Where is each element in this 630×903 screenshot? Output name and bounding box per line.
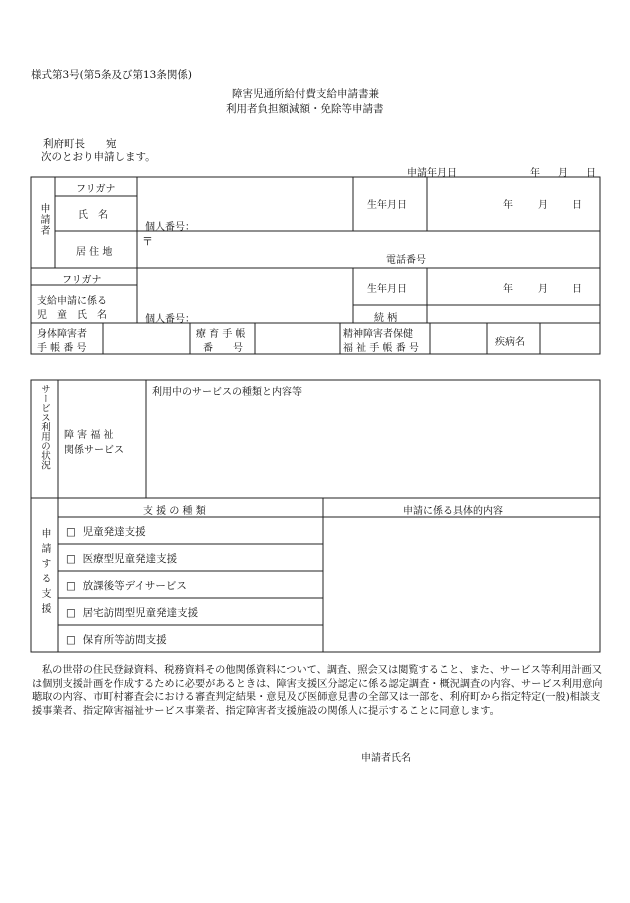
form-title-line1: 障害児通所給付費支給申請書兼 [232,88,379,100]
checkbox-icon[interactable]: □ [66,634,76,646]
option-after-school-day-service[interactable] [66,578,187,593]
option-home-visit-development[interactable] [66,605,198,620]
detail-content-field[interactable] [324,518,599,651]
checkbox-icon[interactable]: □ [66,580,76,592]
child-birth-label: 生年月日 [367,284,407,295]
applicant-furigana-field[interactable] [138,178,352,195]
applicant-furigana-label: フリガナ [76,184,116,195]
signature-field[interactable] [420,746,600,762]
option-label: 児童発達支援 [82,526,146,538]
form-title-line2: 利用者負担額減額・免除等申請書 [226,103,384,115]
child-name-field[interactable] [138,287,352,307]
physical-handbook-label-line1: 身体障害者 [37,329,87,340]
application-date-year-field[interactable] [470,162,526,176]
option-label: 居宅訪問型児童発達支援 [82,607,199,619]
applicant-section-label: 申請者 [38,203,49,236]
applicant-birth-year: 年 [503,200,513,211]
date-month-label: 月 [558,168,568,179]
checkbox-icon[interactable]: □ [66,553,76,565]
welfare-services-label-line2: 関係サービス [64,445,124,456]
child-personal-number-label: 個人番号： [145,314,195,325]
date-day-label: 日 [586,168,596,179]
request-text: 次のとおり申請します。 [41,151,156,163]
applicant-name-field[interactable] [138,197,352,217]
disease-name-label: 疾病名 [495,337,525,348]
postal-mark: 〒 [142,235,153,248]
option-label: 医療型児童発達支援 [82,553,178,565]
child-name-label-line1: 支給申請に係る [37,296,107,307]
addressee: 利府町長 宛 [43,138,117,150]
rehab-handbook-label-line2: 番 号 [203,343,243,354]
rehab-handbook-label-line1: 療 育 手 帳 [196,329,246,340]
checkbox-icon[interactable]: □ [66,607,76,619]
child-relation-label: 続 柄 [374,313,398,324]
applicant-birth-day: 日 [572,200,582,211]
service-usage-section-label: サービス利用の状況 [39,384,50,470]
current-services-field[interactable] [147,396,599,497]
welfare-services-label-line1: 障 害 福 祉 [64,430,114,441]
option-nursery-visit-support[interactable] [66,632,167,647]
support-type-header: 支 援 の 種 類 [143,506,206,517]
mental-handbook-label-line1: 精神障害者保健 [343,329,413,340]
option-label: 放課後等デイサービス [82,580,187,592]
option-medical-child-development[interactable] [66,551,177,566]
applicant-name-label: 氏 名 [78,210,108,221]
applicant-phone-label: 電話番号 [386,255,426,266]
option-label: 保育所等訪問支援 [82,634,167,646]
applicant-personal-number-label: 個人番号： [145,222,195,233]
detail-header: 申請に係る具体的内容 [403,506,503,517]
disease-name-field[interactable] [541,324,599,353]
child-birth-year: 年 [503,284,513,295]
physical-handbook-label-line2: 手 帳 番 号 [37,343,87,354]
child-furigana-label: フリガナ [62,275,102,286]
current-services-label: 利用中のサービスの種類と内容等 [152,387,302,398]
applicant-birth-label: 生年月日 [367,200,407,211]
child-furigana-field[interactable] [138,269,352,286]
child-personal-number-field[interactable] [200,309,350,322]
applicant-address-field[interactable] [152,232,597,252]
mental-handbook-label-line2: 福 祉 手 帳 番 号 [343,343,419,354]
applicant-birth-month: 月 [538,200,548,211]
option-child-development[interactable] [66,524,146,539]
consent-paragraph: 私の世帯の住民登録資料、税務資料その他関係資料について、調査、照会又は閲覧すること、また、サービス等利用計画又は個別支援計画を作成するために必要があるときは、障害支援区分認定に係る認定調査・概況調査の内容、サービス利用意向聴取の内容、市町村審査会における審査判定結果・意見及び医師意見書の全部又は一部を、利府町から指定特定(一般)相談支援事業者、指定障害福祉サービス事業者、指定障害者支援施設の関係人に提示することに同意します。 [32,665,603,717]
applicant-personal-number-field[interactable] [200,217,350,230]
child-birth-month: 月 [538,284,548,295]
application-section-label: 申請する支援 [39,528,50,618]
child-birth-day: 日 [572,284,582,295]
application-date-label: 申請年月日 [407,168,457,179]
child-name-label-line2: 児 童 氏 名 [37,310,107,321]
applicant-phone-field[interactable] [436,252,596,266]
mental-handbook-number-field[interactable] [431,324,486,353]
checkbox-icon[interactable]: □ [66,526,76,538]
physical-handbook-number-field[interactable] [104,324,189,353]
child-relation-field[interactable] [428,306,599,322]
signature-label: 申請者氏名 [361,753,411,764]
form-number: 様式第3号(第5条及び第13条関係) [31,69,192,81]
rehab-handbook-number-field[interactable] [256,324,339,353]
applicant-address-label: 居 住 地 [76,247,113,258]
date-year-label: 年 [530,168,540,179]
